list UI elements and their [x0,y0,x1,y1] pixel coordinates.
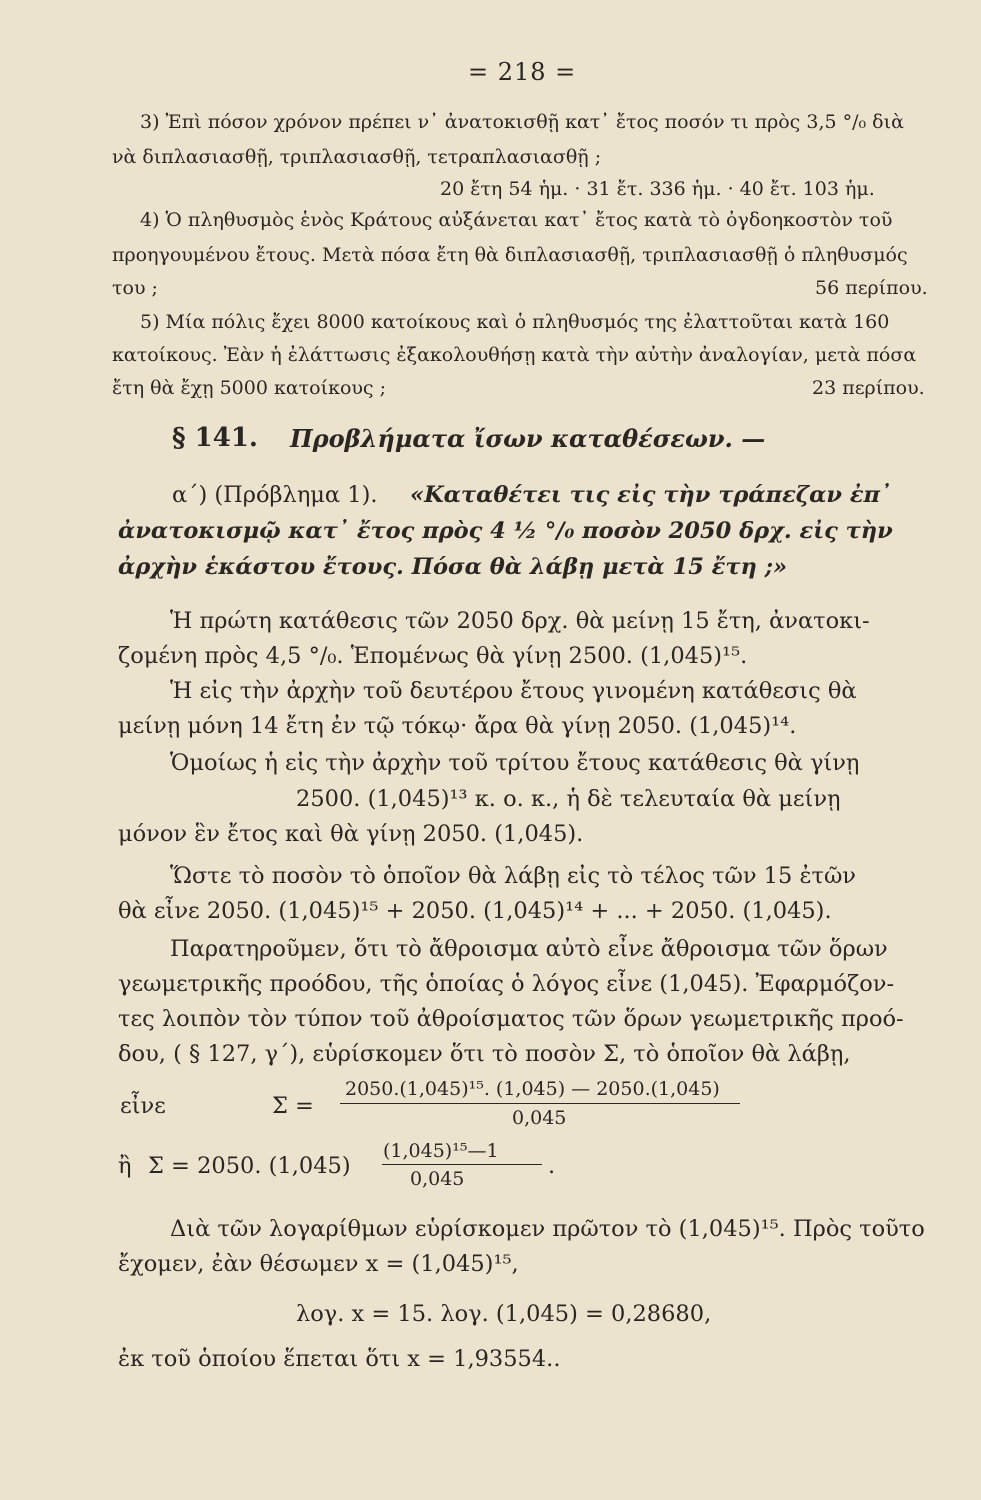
section-number: § 141. [172,423,258,453]
formula-1-denominator: 0,045 [512,1107,567,1129]
problem-a-line-2: ἀνατοκισμῷ κατ᾽ ἔτος πρὸς 4 ½ °/₀ ποσὸν 2050 δρχ. εἰς τὴν [118,518,893,544]
formula-1-numerator: 2050.(1,045)¹⁵. (1,045) — 2050.(1,045) [345,1078,720,1100]
formula-2-prefix: ἢ [118,1153,132,1179]
section-title: Προβλήματα ἴσων καταθέσεων. — [290,424,766,453]
formula-2-lhs: Σ = 2050. (1,045) [148,1153,351,1179]
problem-5-line-1: 5) Μία πόλις ἔχει 8000 κατοίκους καὶ ὁ πληθυσμός της ἐλαττοῦται κατὰ 160 [140,311,890,333]
body-line-3: Ἡ εἰς τὴν ἀρχὴν τοῦ δευτέρου ἔτους γινομένη κατάθεσις θὰ [170,678,857,704]
problem-4-line-3: του ; [112,277,158,299]
body-line-1: Ἡ πρώτη κατάθεσις τῶν 2050 δρχ. θὰ μείνῃ 15 ἔτη, ἀνατοκι- [170,608,870,634]
problem-3-line-1: 3) Ἐπὶ πόσον χρόνον πρέπει ν᾽ ἀνατοκισθῇ κατ᾽ ἔτος ποσόν τι πρὸς 3,5 °/₀ διὰ [140,111,904,133]
formula-2-denominator: 0,045 [410,1168,465,1190]
problem-a-intro: α΄) (Πρόβλημα 1). [172,482,378,508]
body-line-6: 2500. (1,045)¹³ κ. ο. κ., ἡ δὲ τελευταία θὰ μείνῃ [296,786,841,812]
closing-line-4: ἐκ τοῦ ὁποίου ἕπεται ὅτι x = 1,93554.. [118,1346,561,1372]
problem-4-line-2: προηγουμένου ἔτους. Μετὰ πόσα ἔτη θὰ διπλασιασθῇ, τριπλασιασθῇ ὁ πληθυσμός [112,244,908,266]
body-line-9: θὰ εἶνε 2050. (1,045)¹⁵ + 2050. (1,045)¹⁴ + ... + 2050. (1,045). [118,898,832,924]
problem-a-line-3: ἀρχὴν ἑκάστου ἔτους. Πόσα θὰ λάβῃ μετὰ 15 ἔτη ;» [118,554,788,580]
body-line-4: μείνῃ μόνη 14 ἔτη ἐν τῷ τόκῳ· ἄρα θὰ γίνῃ 2050. (1,045)¹⁴. [118,713,797,739]
page-number: = 218 = [468,58,577,86]
formula-2-numerator: (1,045)¹⁵—1 [383,1140,499,1162]
formula-2-end: . [548,1153,556,1179]
body-line-10: Παρατηροῦμεν, ὅτι τὸ ἄθροισμα αὐτὸ εἶνε ἄθροισμα τῶν ὅρων [170,936,888,962]
closing-line-3: λογ. x = 15. λογ. (1,045) = 0,28680, [296,1301,712,1327]
body-line-2: ζομένη πρὸς 4,5 °/₀. Ἑπομένως θὰ γίνῃ 2500. (1,045)¹⁵. [118,643,748,669]
body-line-12: τες λοιπὸν τὸν τύπον τοῦ ἀθροίσματος τῶν ὅρων γεωμετρικῆς προό- [118,1006,904,1032]
formula-1-lhs: Σ = [272,1093,314,1119]
body-line-13: δου, ( § 127, γ΄), εὑρίσκομεν ὅτι τὸ ποσὸν Σ, τὸ ὁποῖον θὰ λάβῃ, [118,1041,851,1067]
closing-line-2: ἔχομεν, ἐὰν θέσωμεν x = (1,045)¹⁵, [118,1251,519,1277]
problem-5-answer: 23 περίπου. [812,377,925,399]
problem-3-line-2: νὰ διπλασιασθῇ, τριπλασιασθῇ, τετραπλασιασθῇ ; [112,146,602,168]
formula-2-fraction-bar [382,1164,542,1165]
body-line-11: γεωμετρικῆς προόδου, τῆς ὁποίας ὁ λόγος εἶνε (1,045). Ἐφαρμόζον- [118,971,895,997]
body-line-7: μόνον ἓν ἔτος καὶ θὰ γίνῃ 2050. (1,045). [118,821,584,847]
closing-line-1: Διὰ τῶν λογαρίθμων εὑρίσκομεν πρῶτον τὸ (1,045)¹⁵. Πρὸς τοῦτο [170,1216,925,1242]
problem-5-line-2: κατοίκους. Ἐὰν ἡ ἐλάττωσις ἐξακολουθήσῃ κατὰ τὴν αὐτὴν ἀναλογίαν, μετὰ πόσα [112,344,917,366]
body-line-8: Ὥστε τὸ ποσὸν τὸ ὁποῖον θὰ λάβῃ εἰς τὸ τέλος τῶν 15 ἐτῶν [170,863,856,889]
problem-4-line-1: 4) Ὁ πληθυσμὸς ἑνὸς Κράτους αὐξάνεται κατ᾽ ἔτος κατὰ τὸ ὀγδοηκοστὸν τοῦ [140,209,893,231]
problem-3-answer: 20 ἔτη 54 ἡμ. · 31 ἔτ. 336 ἡμ. · 40 ἔτ. 103 ἡμ. [440,178,875,200]
problem-4-answer: 56 περίπου. [815,277,928,299]
formula-1-prefix: εἶνε [120,1093,166,1119]
body-line-5: Ὁμοίως ἡ εἰς τὴν ἀρχὴν τοῦ τρίτου ἔτους κατάθεσις θὰ γίνῃ [170,750,860,776]
problem-a-line-1: «Καταθέτει τις εἰς τὴν τράπεζαν ἐπ᾽ [410,482,892,508]
problem-5-line-3: ἔτη θὰ ἔχῃ 5000 κατοίκους ; [112,377,387,399]
formula-1-fraction-bar [340,1103,740,1104]
